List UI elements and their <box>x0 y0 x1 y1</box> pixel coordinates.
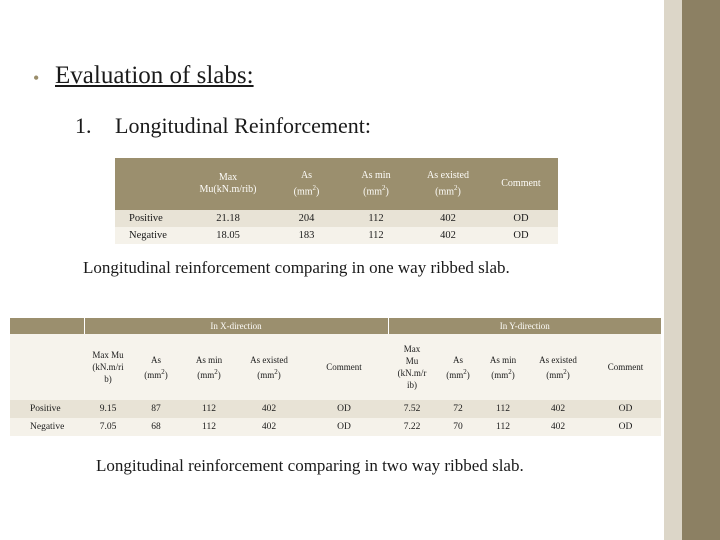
group-header-row <box>10 318 661 334</box>
table-header-row <box>10 334 661 400</box>
table-cell: 402 <box>238 418 300 436</box>
one-way-slab-table <box>115 158 558 244</box>
table-cell: 402 <box>526 400 590 418</box>
table-cell: 18.05 <box>183 227 273 244</box>
header-cell: As existed $(mm^2)$ <box>412 158 484 210</box>
table-cell: 112 <box>340 210 412 227</box>
table-cell: 7.52 <box>388 400 436 418</box>
sidebar-light-strip <box>664 0 682 540</box>
table-cell: 112 <box>480 400 526 418</box>
row-label: Positive <box>10 400 84 418</box>
table-cell: 402 <box>412 210 484 227</box>
group-x-header: In X-direction <box>84 318 388 334</box>
header-cell: As existed $(mm^2)$ <box>526 334 590 400</box>
table-cell: 70 <box>436 418 480 436</box>
header-cell: As min $(mm^2)$ <box>340 158 412 210</box>
header-cell: Max Mu (kN.m/r ib) <box>388 334 436 400</box>
table-cell: 402 <box>238 400 300 418</box>
table-cell: 9.15 <box>84 400 132 418</box>
sub-heading-number: 1. <box>75 113 92 138</box>
table-cell: 21.18 <box>183 210 273 227</box>
table-cell: 402 <box>526 418 590 436</box>
sidebar-dark-strip <box>682 0 720 540</box>
header-cell: Comment <box>300 334 388 400</box>
header-cell: As existed $(mm^2)$ <box>238 334 300 400</box>
header-cell: Max Mu (kN.m/ri b) <box>84 334 132 400</box>
one-way-caption: Longitudinal reinforcement comparing in one way ribbed slab. <box>83 258 510 277</box>
table-cell: 7.22 <box>388 418 436 436</box>
table-row <box>115 227 558 244</box>
row-label: Negative <box>115 227 183 244</box>
header-cell: Max Mu(kN.m/rib) <box>183 158 273 210</box>
sub-heading: Longitudinal Reinforcement: <box>115 113 371 138</box>
table-row <box>10 400 661 418</box>
table-cell: OD <box>300 400 388 418</box>
table-cell: OD <box>484 210 558 227</box>
table-cell: 112 <box>340 227 412 244</box>
table-cell: OD <box>590 400 661 418</box>
table-cell: 112 <box>180 418 238 436</box>
table-cell: 183 <box>273 227 340 244</box>
row-label: Positive <box>115 210 183 227</box>
header-cell: Comment <box>484 158 558 210</box>
header-cell: As min $(mm^2)$ <box>180 334 238 400</box>
table-row <box>10 418 661 436</box>
table-header-row <box>115 158 558 210</box>
table-cell: 402 <box>412 227 484 244</box>
header-cell: As $(mm^2)$ <box>273 158 340 210</box>
table-cell: 72 <box>436 400 480 418</box>
table-cell: 204 <box>273 210 340 227</box>
header-cell <box>115 158 183 210</box>
header-cell <box>10 318 84 334</box>
table-cell: 112 <box>180 400 238 418</box>
header-cell: Comment <box>590 334 661 400</box>
table-cell: 68 <box>132 418 180 436</box>
bullet-icon: • <box>33 68 40 88</box>
table-row <box>115 210 558 227</box>
table-cell: OD <box>300 418 388 436</box>
table-cell: OD <box>484 227 558 244</box>
table-cell: 87 <box>132 400 180 418</box>
header-cell <box>10 334 84 400</box>
table-cell: 112 <box>480 418 526 436</box>
table-cell: OD <box>590 418 661 436</box>
group-y-header: In Y-direction <box>388 318 661 334</box>
two-way-caption: Longitudinal reinforcement comparing in two way ribbed slab. <box>96 456 524 475</box>
header-cell: As $(mm^2)$ <box>132 334 180 400</box>
table-cell: 7.05 <box>84 418 132 436</box>
row-label: Negative <box>10 418 84 436</box>
page-title: Evaluation of slabs: <box>55 62 254 89</box>
header-cell: As $(mm^2)$ <box>436 334 480 400</box>
header-cell: As min $(mm^2)$ <box>480 334 526 400</box>
two-way-slab-table <box>10 318 661 436</box>
